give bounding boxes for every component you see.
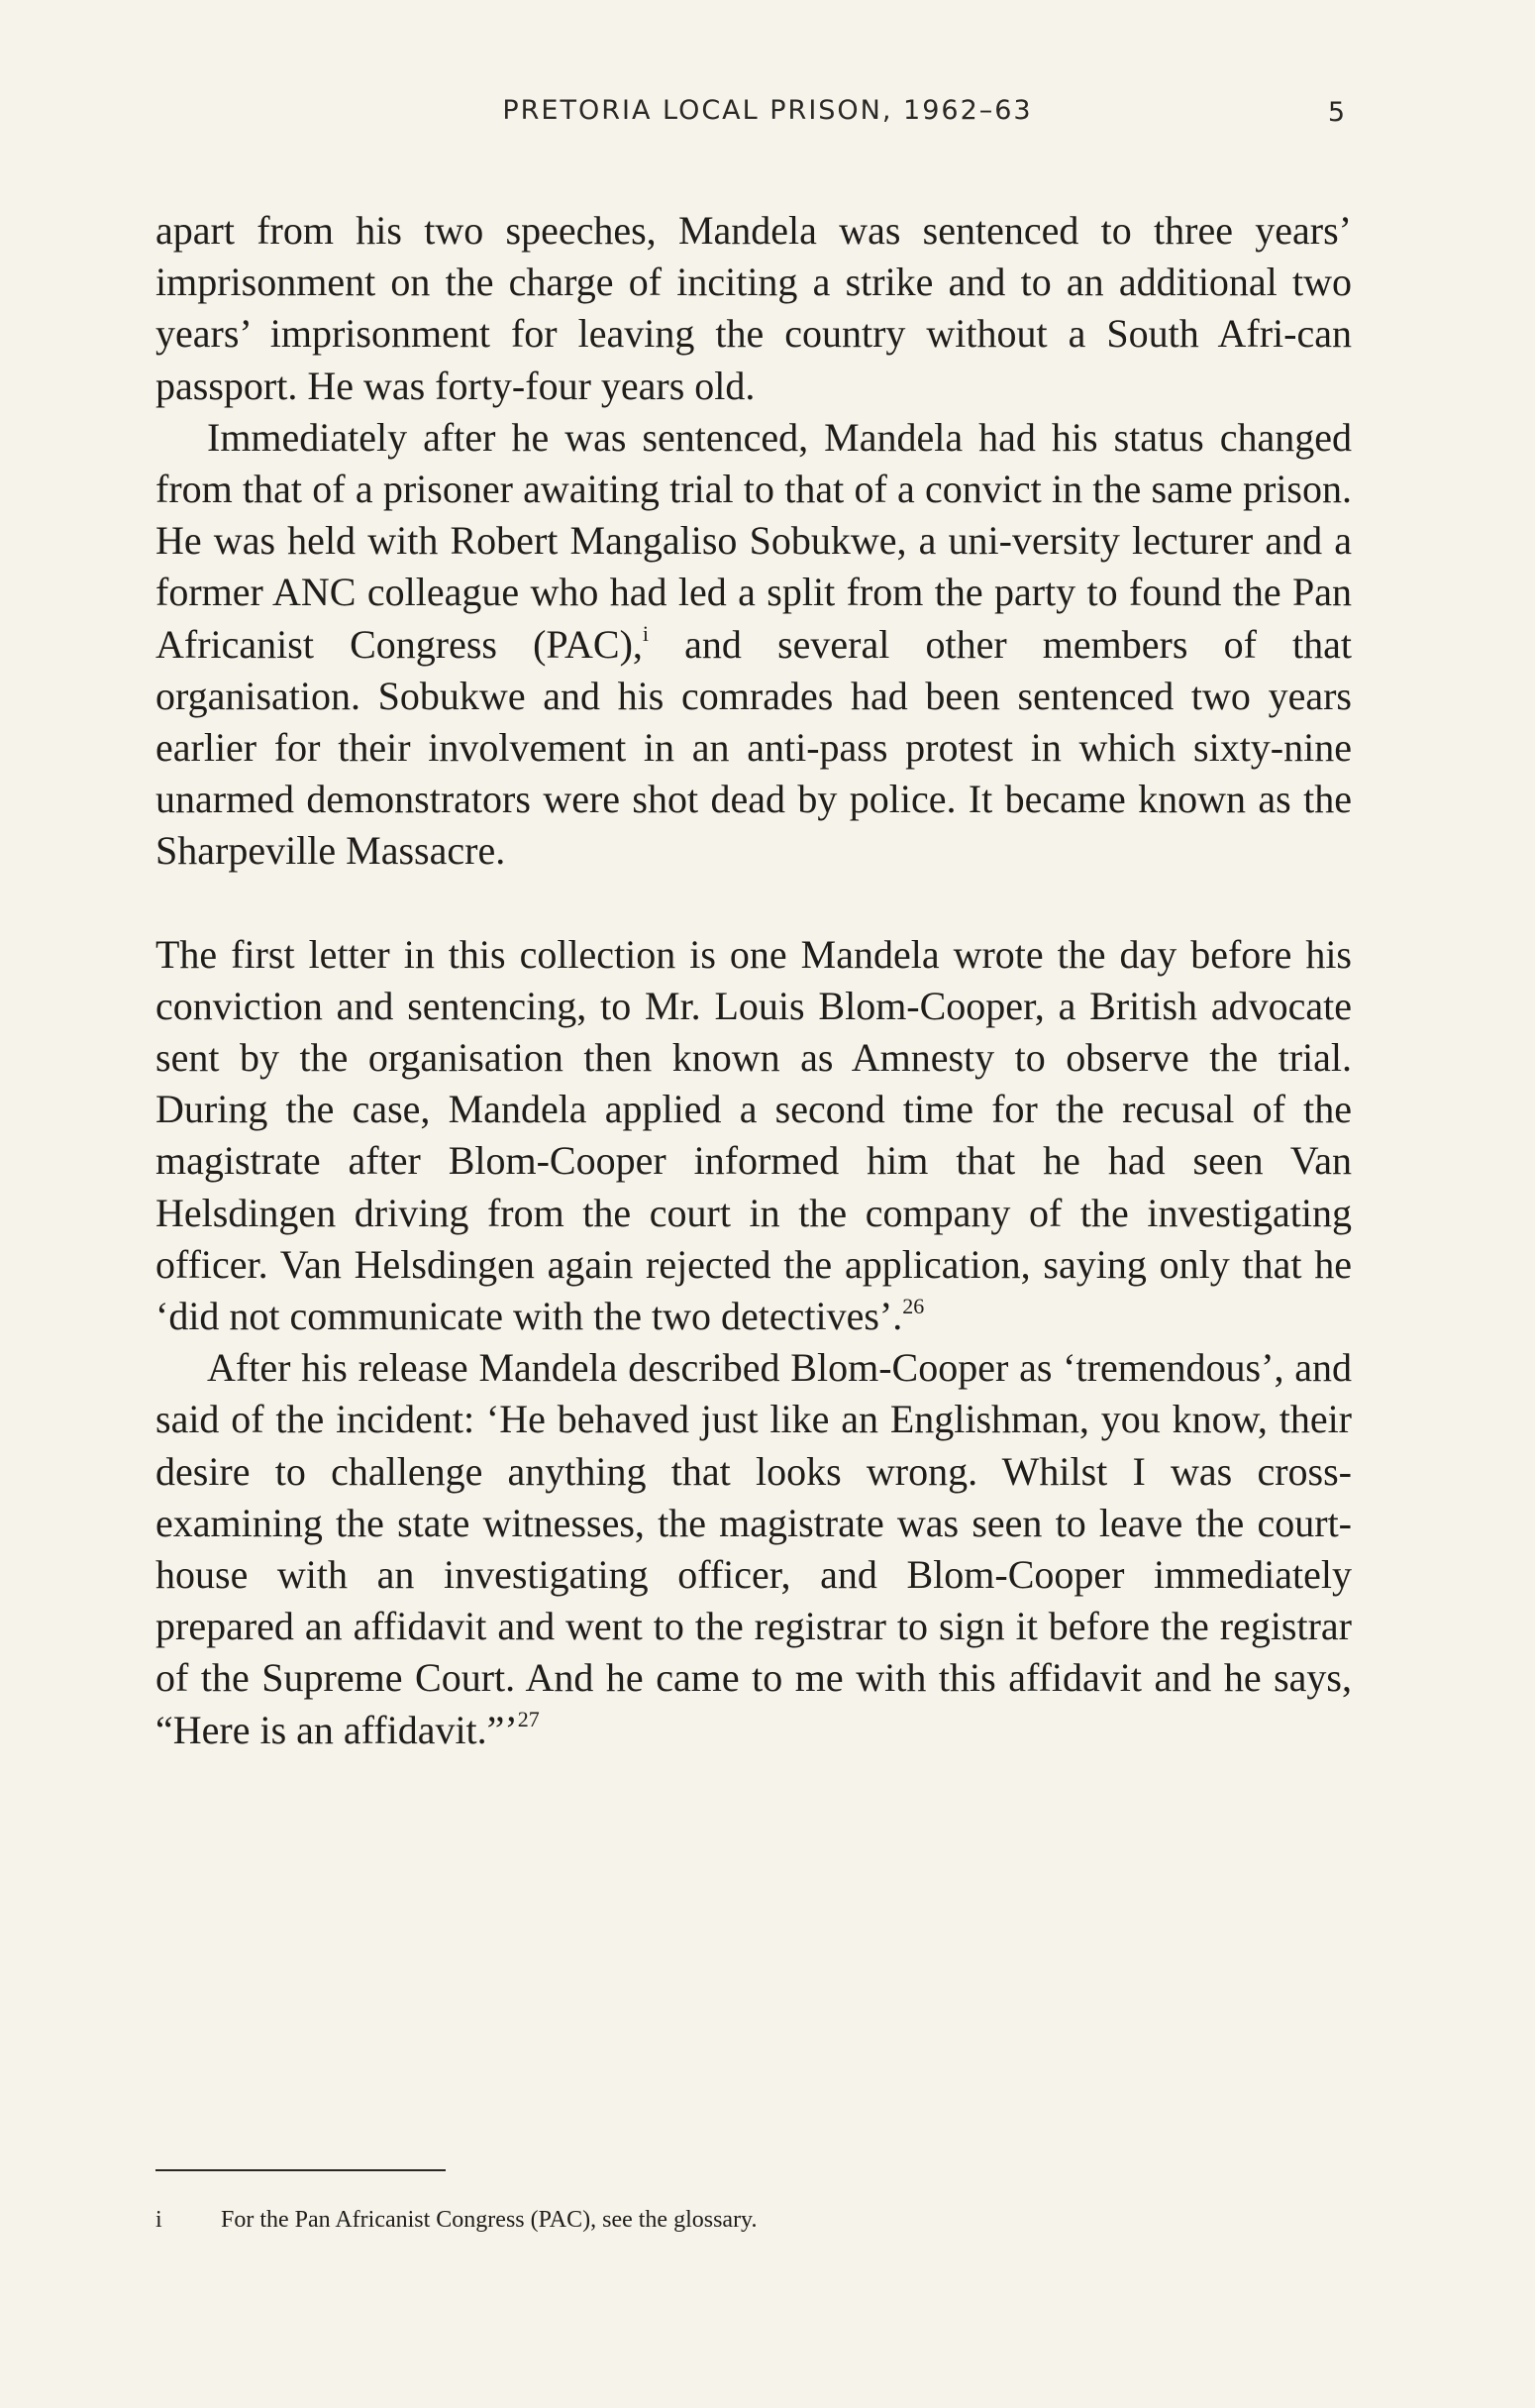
paragraph-4: [155, 1342, 1352, 1756]
paragraph-2: [155, 412, 1352, 878]
paragraph-text-run: and several other members of that organisation. Sobukwe and his comrades had been sentenced two years earlier for their involvement in an anti-pass protest in which sixty-nine unarmed demonstrators were shot dead by police. It became known as the Sharpeville Massacre.: [155, 621, 1353, 874]
body-text: [155, 205, 1352, 1756]
paragraph-text-run: The first letter in this collection is one Mandela wrote the day before his conviction and sentencing, to Mr. Louis Blom-Cooper, a British advocate sent by the organisation then known as Amnesty to observe the trial. During the case, Mandela applied a second time for the recusal of the magistrate after Blom-Cooper informed him that he had seen Van Helsdingen driving from the court in the company of the investigating officer. Van Helsdingen again rejected the application, saying only that he ‘did not communicate with the two detectives’.: [155, 931, 1352, 1339]
note-reference: 26: [902, 1293, 925, 1318]
note-reference: i: [642, 621, 650, 647]
footnote-marker: i: [155, 2207, 162, 2233]
footnote-text: For the Pan Africanist Congress (PAC), see the glossary.: [221, 2207, 758, 2233]
paragraph-text-run: apart from his two speeches, Mandela was sentenced to three years’ imprisonment on the charge of inciting a strike and to an additional two years’ imprisonment for leaving the country without a South Afri-can passport. He was forty-four years old.: [155, 208, 1352, 408]
paragraph-text-run: After his release Mandela described Blom-Cooper as ‘tremendous’, and said of the incident: ‘He behaved just like an Englishman, you know, their desire to challenge anything that looks wrong. Whilst I was cross-examining the state witnesses, the magistrate was seen to leave the court-house with an investigating officer, and Blom-Cooper immediately prepared an affidavit and went to the registrar to sign it before the registrar of the Supreme Court. And he came to me with this affidavit and he says, “Here is an affidavit.”’: [155, 1345, 1352, 1752]
running-head-title: PRETORIA LOCAL PRISON, 1962–63: [502, 95, 1033, 126]
page-number: 5: [1327, 97, 1345, 128]
footnote: [155, 2205, 1245, 2235]
footnote-divider: [155, 2169, 446, 2171]
note-reference: 27: [517, 1707, 540, 1732]
paragraph-3: [155, 929, 1352, 1343]
paragraph-1: [155, 205, 1352, 412]
paragraph-text-run: Immediately after he was sentenced, Mandela had his status changed from that of a prisoner awaiting trial to that of a convict in the same prison. He was held with Robert Mangaliso Sobukwe, a uni-versity lecturer and a former ANC colleague who had led a split from the party to found the Pan Africanist Congress (PAC),: [155, 414, 1352, 667]
